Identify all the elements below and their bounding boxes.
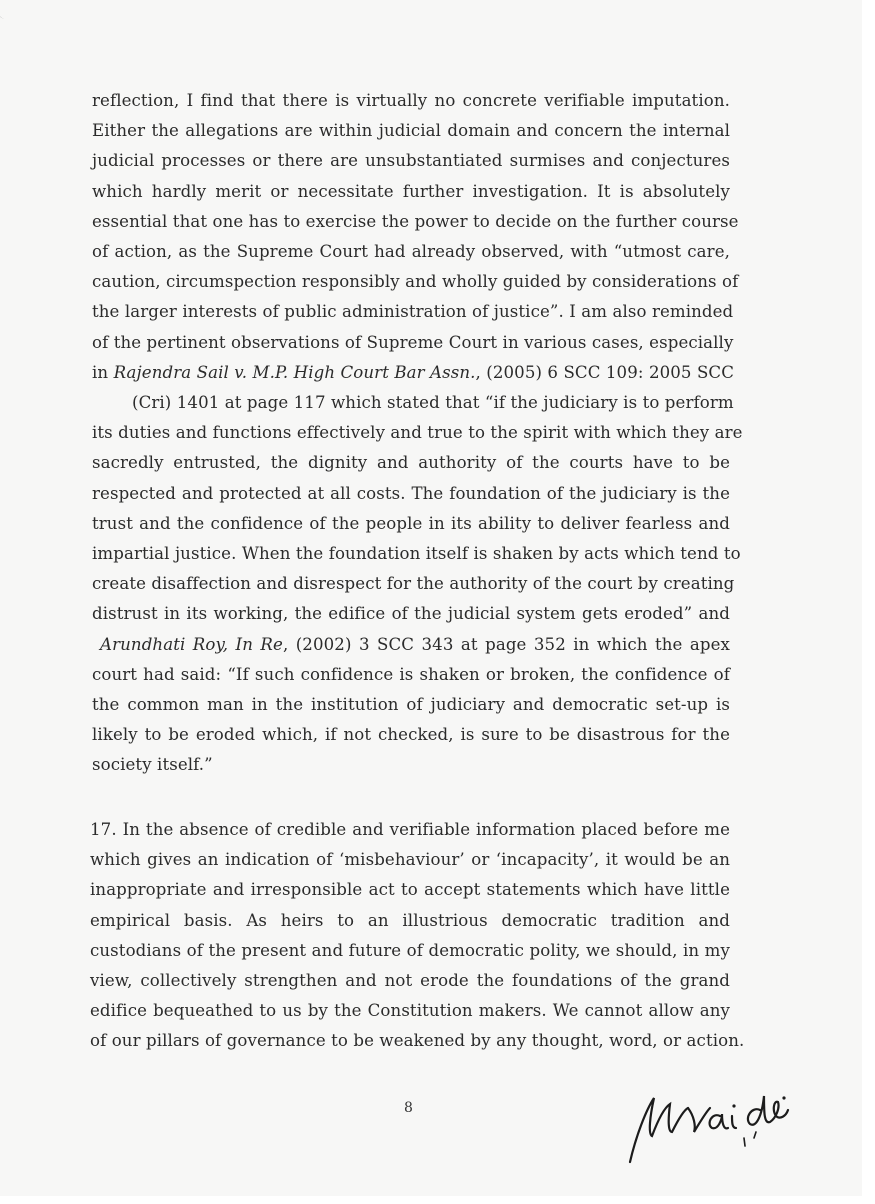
text-line: the larger interests of public administration of justice”. I am also reminded: [92, 302, 734, 322]
text-line: of action, as the Supreme Court had already observed, with “utmost care,: [92, 242, 730, 262]
text-line: empirical basis. As heirs to an illustrious democratic tradition and: [90, 910, 730, 930]
page-number: 8: [404, 1100, 413, 1116]
text-line: its duties and functions effectively and true to the spirit with which they are: [92, 423, 743, 443]
text-line: likely to be eroded which, if not checked, is sure to be disastrous for the: [92, 725, 730, 745]
text-line: distrust in its working, the edifice of the judicial system gets eroded” and: [92, 604, 730, 624]
paragraph-16-continuation: [92, 86, 743, 781]
text-line: caution, circumspection responsibly and wholly guided by considerations of: [92, 272, 739, 292]
text-line: reflection, I find that there is virtually no concrete verifiable imputation.: [92, 91, 730, 110]
text-line: the common man in the institution of judiciary and democratic set-up is: [92, 695, 730, 715]
text-line: essential that one has to exercise the power to decide on the further course: [92, 211, 739, 231]
text-line: judicial processes or there are unsubstantiated surmises and conjectures: [92, 151, 730, 171]
text-line: custodians of the present and future of democratic polity, we should, in my: [90, 940, 730, 960]
text-line: create disaffection and disrespect for the authority of the court by creating: [92, 574, 735, 594]
scan-margin-right: [862, 0, 875, 1204]
text-line: inappropriate and irresponsible act to accept statements which have little: [90, 880, 730, 900]
text-line: which hardly merit or necessitate further investigation. It is absolutely: [92, 181, 730, 201]
text-fragment: in: [92, 362, 114, 382]
corner-mark: [0, 0, 29, 24]
text-fragment: , (2005) 6 SCC 109: 2005 SCC: [475, 362, 735, 382]
text-line: court had said: “If such confidence is shaken or broken, the confidence of: [92, 664, 730, 684]
text-line: society itself.”: [92, 755, 213, 775]
text-line: which gives an indication of ‘misbehaviour’ or ‘incapacity’, it would be an: [90, 850, 730, 870]
text-line: respected and protected at all costs. The foundation of the judiciary is the: [92, 483, 730, 503]
text-line: sacredly entrusted, the dignity and authority of the courts have to be: [92, 453, 730, 473]
case-name-arundhati-roy: Arundhati Roy, In Re: [100, 634, 283, 654]
text-line: view, collectively strengthen and not erode the foundations of the grand: [90, 971, 730, 991]
case-name-rajendra-sail: Rajendra Sail v. M.P. High Court Bar Assn.: [113, 362, 476, 382]
text-line: of our pillars of governance to be weakened by any thought, word, or action.: [90, 1031, 745, 1051]
text-line: 17. In the absence of credible and verifiable information placed before me: [90, 820, 730, 839]
text-line-citation: [92, 358, 735, 388]
text-line: trust and the confidence of the people in its ability to deliver fearless and: [92, 513, 730, 533]
text-line: Either the allegations are within judicial domain and concern the internal: [92, 121, 730, 141]
text-line: of the pertinent observations of Supreme Court in various cases, especially: [92, 332, 734, 352]
text-line: edifice bequeathed to us by the Constitution makers. We cannot allow any: [90, 1001, 730, 1021]
text-fragment: , (2002) 3 SCC 343 at page 352 in which the apex: [282, 634, 730, 654]
scan-margin-bottom: [0, 1196, 875, 1204]
text-line: (Cri) 1401 at page 117 which stated that “if the judiciary is to perform: [132, 393, 734, 413]
signature: [624, 1076, 794, 1166]
text-line: impartial justice. When the foundation itself is shaken by acts which tend to: [92, 544, 741, 564]
text-line-citation: [92, 630, 730, 660]
paragraph-17: [90, 815, 745, 1057]
